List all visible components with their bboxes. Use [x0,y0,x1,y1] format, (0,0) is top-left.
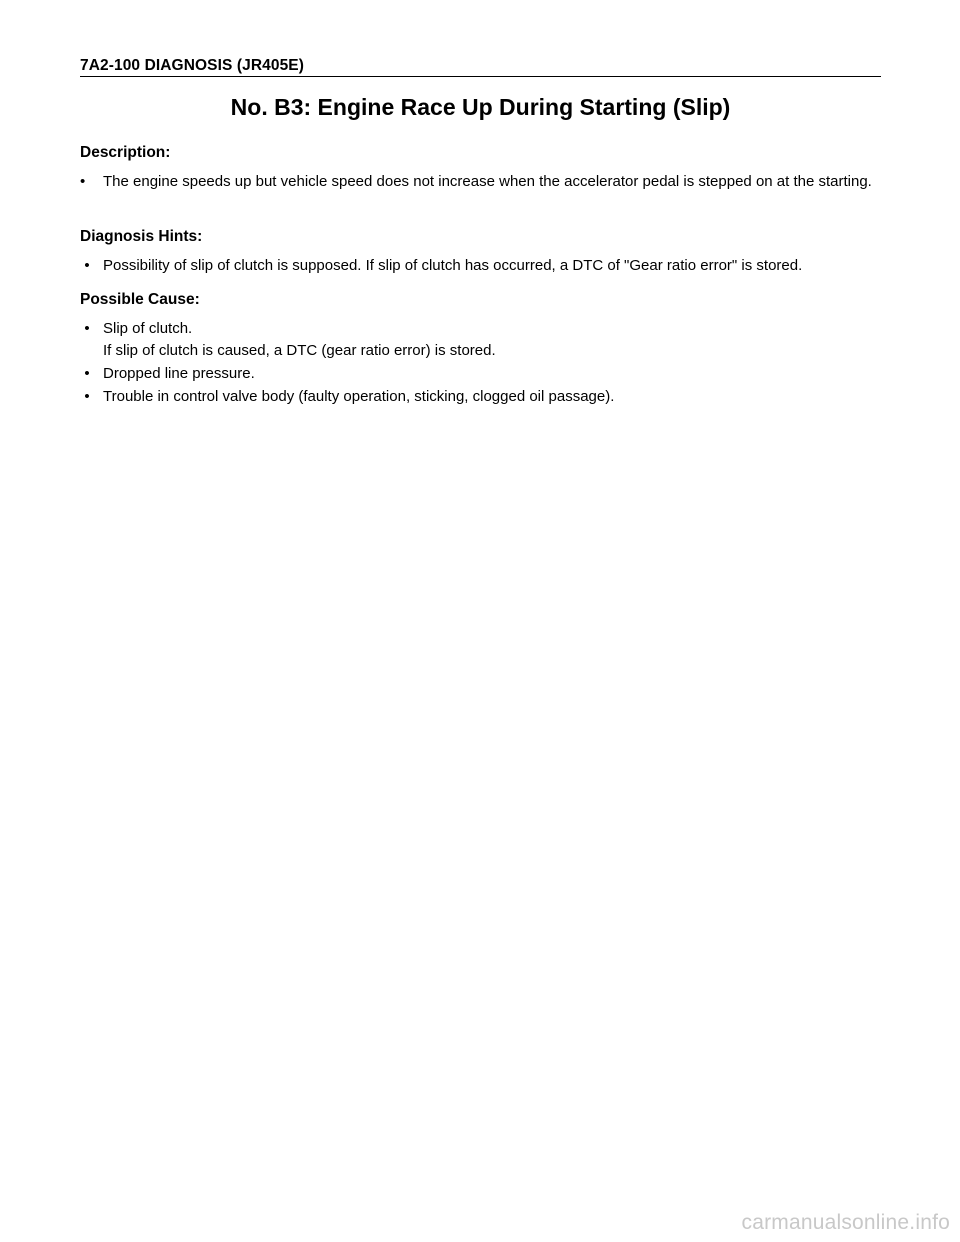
possible-cause-list [80,318,881,408]
list-item [80,386,881,408]
possible-cause-item-text: Dropped line pressure. [103,365,255,382]
diagnosis-hints-item-text: Possibility of slip of clutch is supposed. If slip of clutch has occurred, a DTC of "Gear ratio error" is stored. [103,257,803,274]
possible-cause-item-text: Slip of clutch. [103,320,193,337]
page-header-text: 7A2-100 DIAGNOSIS (JR405E) [80,57,304,74]
list-item [80,171,881,193]
diagnosis-hints-list [80,255,881,277]
possible-cause-section [80,290,881,409]
description-heading: Description: [80,144,171,161]
description-list [80,171,881,193]
bullet-icon: • [84,365,90,382]
page-header [80,56,881,77]
possible-cause-item-text: Trouble in control valve body (faulty operation, sticking, clogged oil passage). [103,388,615,405]
bullet-icon: • [84,388,90,405]
list-item [80,318,881,362]
possible-cause-heading: Possible Cause: [80,291,200,308]
list-item [80,255,881,277]
bullet-icon: • [80,173,86,190]
watermark: carmanualsonline.info [741,1211,950,1234]
possible-cause-item-subtext: If slip of clutch is caused, a DTC (gear ratio error) is stored. [103,342,496,359]
list-item [80,363,881,385]
bullet-icon: • [84,257,90,274]
description-section [80,143,881,194]
bullet-icon: • [84,320,90,337]
description-item-text: The engine speeds up but vehicle speed does not increase when the accelerator pedal is stepped on at the starting. [103,173,872,190]
diagnosis-hints-section [80,227,881,278]
page-title: No. B3: Engine Race Up During Starting (Slip) [230,94,731,120]
diagnosis-hints-heading: Diagnosis Hints: [80,228,203,245]
